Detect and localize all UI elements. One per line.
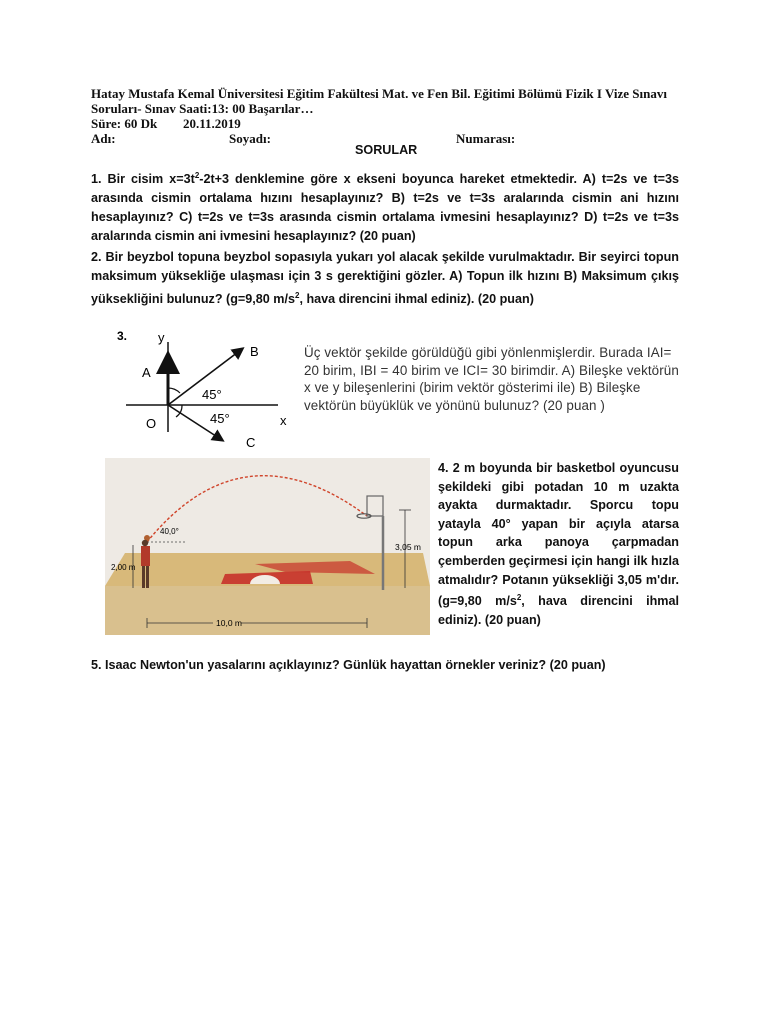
player-head xyxy=(142,540,148,546)
exam-header-line1: Hatay Mustafa Kemal Üniversitesi Eğitim Fakültesi Mat. ve Fen Bil. Eğitimi Bölümü Fizik I Vize Sınavı xyxy=(91,86,667,101)
question-2: 2. Bir beyzbol topuna beyzbol sopasıyla yukarı yol alacak şekilde vurulmaktadır. Bir seyirci topun maksimum yüksekliğe ulaşması için 3 s gerektiğini gözler. A) Topun ilk hızını B) Maksimum çıkış yüksekliğini bulunuz? (g=9,80 $m/s^2$, hava direncini ihmal ediniz). (20 puan) xyxy=(91,250,679,307)
vector-diagram xyxy=(110,322,300,452)
player-body xyxy=(141,546,150,566)
court-floor-near xyxy=(105,586,430,635)
distance-label: 10,0 m xyxy=(216,618,242,628)
vector-b-label: B xyxy=(250,344,259,359)
angle-upper-label: 45° xyxy=(202,387,222,402)
question-4: 4. 2 m boyunda bir basketbol oyuncusu şekildeki gibi potadan 10 m uzakta ayakta durmaktadır. Sporcu topu yatayla 40° yapan bir açıyla atarsa topun arka panoya çarpmadan çemberden geçirmesi için hangi ilk hızla atmalıdır? Potanın yüksekliği 3,05 m'dır. (g=9,80 $m/s^2$, hava direncini ihmal ediniz). (20 puan) xyxy=(438,461,680,627)
y-axis-label: y xyxy=(158,330,165,345)
question-3-text: Üç vektör şekilde görüldüğü gibi yönlenmişlerdir. Burada IAI= 20 birim, IBI = 40 birim ve ICI= 30 birimdir. A) Bileşke vektörün x ve y bileşenlerini (birim vektör gösterimi ile) B) Bileşke vektörün büyüklük ve yönünü bulunuz? (20 puan ) xyxy=(304,345,679,413)
vector-c-label: C xyxy=(246,435,256,450)
question-3-number: 3. xyxy=(117,329,128,343)
exam-date: 20.11.2019 xyxy=(183,116,241,131)
section-title: SORULAR xyxy=(355,143,418,157)
vector-a-label: A xyxy=(142,365,151,380)
launch-angle-label: 40,0° xyxy=(160,527,179,536)
hoop-height-label: 3,05 m xyxy=(395,542,421,552)
exam-duration: Süre: 60 Dk xyxy=(91,116,158,131)
x-axis-label: x xyxy=(280,413,287,428)
question-5: 5. Isaac Newton'un yasalarını açıklayınız? Günlük hayattan örnekler veriniz? (20 puan) xyxy=(91,658,606,672)
angle-lower-label: 45° xyxy=(210,411,230,426)
player-leg-right xyxy=(146,566,149,588)
player-leg-left xyxy=(142,566,145,588)
player-height-label: 2,00 m xyxy=(111,563,136,572)
number-label: Numarası: xyxy=(456,131,516,146)
surname-label: Soyadı: xyxy=(229,131,271,146)
exam-header-line2: Soruları- Sınav Saati:13: 00 Başarılar… xyxy=(91,101,314,116)
origin-label: O xyxy=(146,416,157,431)
question-1: 1. Bir cisim $x=3t^2-2t+3$ denklemine göre x ekseni boyunca hareket etmektedir. A) t=2s ve t=3s arasında cismin ortalama hızını hesaplayınız? B) t=2s ve t=3s aralarında cismin ani hızını hesaplayınız? C) t=2s ve t=3s arasında cismin ortalama ivmesini hesaplayınız? D) t=2s ve t=3s aralarında cismin ani ivmesini hesaplayınız? (20 puan) xyxy=(91,171,679,244)
name-label: Adı: xyxy=(91,131,116,146)
angle-arc-upper xyxy=(168,388,180,393)
basketball-figure xyxy=(105,458,430,635)
